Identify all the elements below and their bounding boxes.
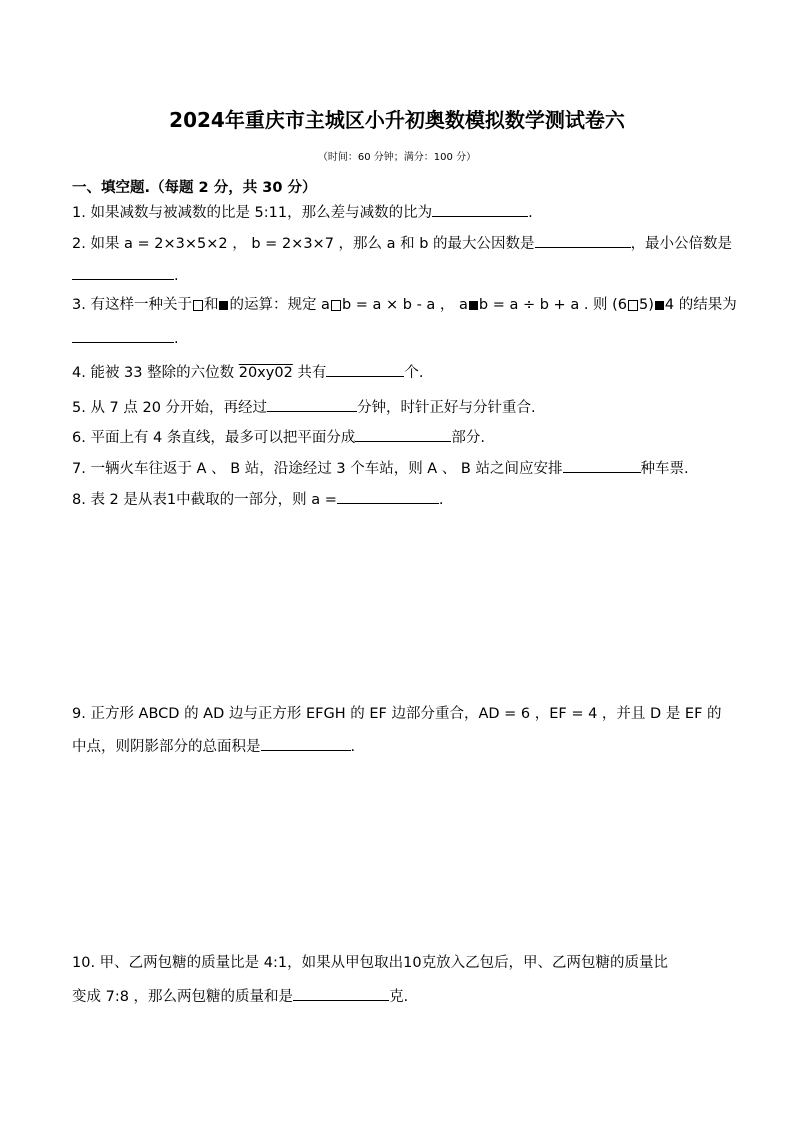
question-3-text-7: 4 的结果为 bbox=[664, 297, 737, 313]
question-9-end: . bbox=[350, 739, 356, 755]
question-3-end: . bbox=[174, 331, 179, 347]
question-2-end: . bbox=[174, 268, 179, 284]
question-6-text: 6. 平面上有 4 条直线，最多可以把平面分成 bbox=[72, 430, 356, 446]
question-4-text-2: 共有 bbox=[292, 365, 327, 381]
answer-blank bbox=[293, 985, 389, 1001]
question-9-continued bbox=[72, 735, 355, 757]
question-5 bbox=[72, 396, 536, 418]
question-10-continued bbox=[72, 985, 408, 1007]
answer-blank bbox=[261, 735, 351, 751]
question-3-text-4: b = a × b - a ， a bbox=[341, 297, 468, 313]
question-8-end: . bbox=[438, 492, 444, 508]
question-2-text-2: ，最小公倍数是 bbox=[630, 236, 733, 252]
section-heading: 一、填空题.（每题 2 分，共 30 分） bbox=[72, 180, 317, 196]
question-2-continued bbox=[72, 264, 179, 286]
answer-blank bbox=[535, 232, 631, 248]
question-8-text: 8. 表 2 是从表1中截取的一部分，则 a = bbox=[72, 492, 337, 508]
question-7 bbox=[72, 457, 689, 479]
question-6-text-2: 部分. bbox=[451, 430, 485, 446]
question-3-text-6: 5) bbox=[639, 297, 654, 313]
question-3-continued bbox=[72, 327, 179, 349]
question-2 bbox=[72, 232, 732, 254]
question-5-text-2: 分钟，时针正好与分针重合. bbox=[357, 400, 536, 416]
answer-blank bbox=[72, 264, 174, 280]
question-3 bbox=[72, 295, 737, 315]
question-5-text: 5. 从 7 点 20 分开始，再经过 bbox=[72, 400, 268, 416]
question-7-text-2: 种车票. bbox=[640, 461, 689, 477]
page-title: 2024年重庆市主城区小升初奥数模拟数学测试卷六 bbox=[169, 108, 625, 132]
answer-blank bbox=[267, 396, 357, 412]
question-7-text: 7. 一辆火车往返于 A 、 B 站，沿途经过 3 个车站，则 A 、 B 站之间应安排 bbox=[72, 461, 563, 477]
question-1-end: . bbox=[528, 205, 533, 221]
answer-blank bbox=[72, 327, 174, 343]
question-4-text: 4. 能被 33 整除的六位数 bbox=[72, 365, 239, 381]
filled-square-operator-icon bbox=[219, 301, 228, 310]
question-3-text: 3. 有这样一种关于 bbox=[72, 297, 192, 313]
question-1-text: 1. 如果减数与被减数的比是 5:11，那么差与减数的比为 bbox=[72, 205, 433, 221]
question-9-text: 9. 正方形 ABCD 的 AD 边与正方形 EFGH 的 EF 边部分重合，AD = 6 ，EF = 4 ，并且 D 是 EF 的 bbox=[72, 706, 722, 722]
question-10-text-2: 变成 7:8 ，那么两包糖的质量和是 bbox=[72, 989, 294, 1005]
answer-blank bbox=[326, 361, 404, 377]
question-10 bbox=[72, 953, 668, 973]
filled-square-operator-icon bbox=[469, 301, 478, 310]
answer-blank bbox=[355, 426, 451, 442]
question-3-text-3: 的运算：规定 a bbox=[229, 297, 330, 313]
square-operator-icon bbox=[628, 300, 638, 311]
square-operator-icon bbox=[193, 300, 203, 311]
filled-square-operator-icon bbox=[655, 301, 664, 310]
six-digit-number: 20xy02 bbox=[238, 365, 293, 381]
question-1 bbox=[72, 201, 533, 223]
question-3-text-5: b = a ÷ b + a . 则 (6 bbox=[478, 297, 628, 313]
question-9 bbox=[72, 704, 722, 724]
answer-blank bbox=[563, 457, 641, 473]
question-6 bbox=[72, 426, 485, 448]
question-2-text: 2. 如果 a = 2×3×5×2 ， b = 2×3×7 ，那么 a 和 b 的最大公因数是 bbox=[72, 236, 535, 252]
exam-time-score: （时间：60 分钟；满分：100 分） bbox=[317, 152, 477, 163]
answer-blank bbox=[432, 201, 528, 217]
question-9-text-2: 中点，则阴影部分的总面积是 bbox=[72, 739, 261, 755]
question-4 bbox=[72, 361, 424, 383]
answer-blank bbox=[337, 488, 439, 504]
square-operator-icon bbox=[331, 300, 341, 311]
question-10-text: 10. 甲、乙两包糖的质量比是 4:1，如果从甲包取出10克放入乙包后，甲、乙两包糖的质量比 bbox=[72, 955, 669, 971]
question-3-text-2: 和 bbox=[203, 297, 219, 313]
question-10-end: 克. bbox=[389, 989, 409, 1005]
question-4-end: 个. bbox=[404, 365, 424, 381]
question-8 bbox=[72, 488, 443, 510]
